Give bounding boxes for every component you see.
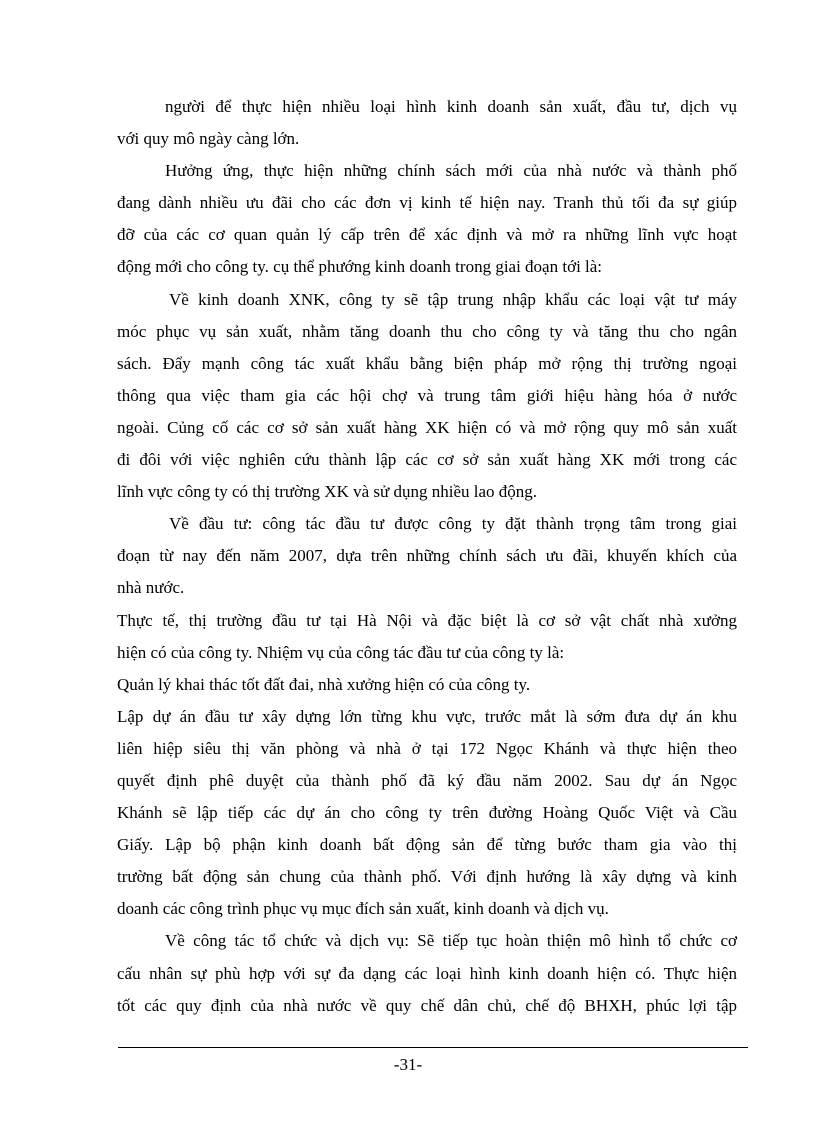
text-line: đoạn từ nay đến năm 2007, dựa trên những chính sách ưu đãi, khuyến khích của: [117, 546, 737, 566]
text-line: Khánh sẽ lập tiếp các dự án cho công ty trên đường Hoàng Quốc Việt và Cầu: [117, 803, 737, 823]
text-line: cấu nhân sự phù hợp với sự đa dạng các loại hình kinh doanh hiện có. Thực hiện: [117, 963, 737, 983]
text-line: người để thực hiện nhiều loại hình kinh doanh sản xuất, đầu tư, dịch vụ: [165, 97, 737, 116]
text-line: với quy mô ngày càng lớn.: [117, 129, 300, 149]
text-line: sách. Đẩy mạnh công tác xuất khẩu bằng biện pháp mở rộng thị trường ngoại: [117, 353, 737, 373]
text-line: hiện có của công ty. Nhiệm vụ của công tác đầu tư của công ty là:: [117, 642, 565, 662]
text-line: móc phục vụ sản xuất, nhằm tăng doanh thu cho công ty và tăng thu cho ngân: [117, 321, 737, 341]
text-line: thông qua việc tham gia các hội chợ và trung tâm giới hiệu hàng hóa ở nước: [117, 385, 737, 405]
text-line: ngoài. Củng cố các cơ sở sản xuất hàng XK hiện có và mở rộng quy mô sản xuất: [117, 417, 737, 437]
text-line: doanh các công trình phục vụ mục đích sản xuất, kinh doanh và dịch vụ.: [117, 899, 609, 919]
text-line: tốt các quy định của nhà nước về quy chế dân chủ, chế độ BHXH, phúc lợi tập: [117, 995, 737, 1015]
page-number: -31-: [393, 1055, 423, 1074]
text-line: động mới cho công ty. cụ thể phướng kinh doanh trong giai đoạn tới là:: [117, 257, 603, 277]
text-line: Về công tác tổ chức và dịch vụ: Sẽ tiếp tục hoàn thiện mô hình tổ chức cơ: [165, 931, 737, 951]
text-line: liên hiệp siêu thị văn phòng và nhà ở tại 172 Ngọc Khánh và thực hiện theo: [117, 738, 737, 758]
text-line: đi đôi với việc nghiên cứu thành lập các cơ sở sản xuất hàng XK mới trong các: [117, 450, 737, 470]
text-line: đỡ của các cơ quan quản lý cấp trên để xác định và mở ra những lĩnh vực hoạt: [117, 225, 737, 245]
text-line: nhà nước.: [117, 578, 185, 598]
text-line: lĩnh vực công ty có thị trường XK và sử dụng nhiều lao động.: [117, 482, 538, 502]
text-line: Giấy. Lập bộ phận kinh doanh bất động sản để từng bước tham gia vào thị: [117, 835, 737, 855]
text-line: Quản lý khai thác tốt đất đai, nhà xưởng hiện có của công ty.: [117, 674, 531, 694]
text-line: Về kinh doanh XNK, công ty sẽ tập trung nhập khẩu các loại vật tư máy: [169, 289, 737, 309]
text-line: đang dành nhiều ưu đãi cho các đơn vị kinh tế hiện nay. Tranh thủ tối đa sự giúp: [117, 193, 737, 213]
footer-divider: [118, 1047, 748, 1048]
text-line: Hưởng ứng, thực hiện những chính sách mới của nhà nước và thành phố: [165, 161, 737, 181]
text-line: quyết định phê duyệt của thành phố đã ký đầu năm 2002. Sau dự án Ngọc: [117, 770, 737, 790]
text-line: Thực tế, thị trường đầu tư tại Hà Nội và đặc biệt là cơ sở vật chất nhà xưởng: [117, 610, 737, 630]
text-line: trường bất động sản chung của thành phố. Với định hướng là xây dựng và kinh: [117, 867, 737, 887]
document-body: [117, 91, 737, 1022]
text-line: Lập dự án đầu tư xây dựng lớn từng khu vực, trước mắt là sớm đưa dự án khu: [117, 706, 737, 726]
text-line: Về đầu tư: công tác đầu tư được công ty đặt thành trọng tâm trong giai: [169, 514, 737, 534]
